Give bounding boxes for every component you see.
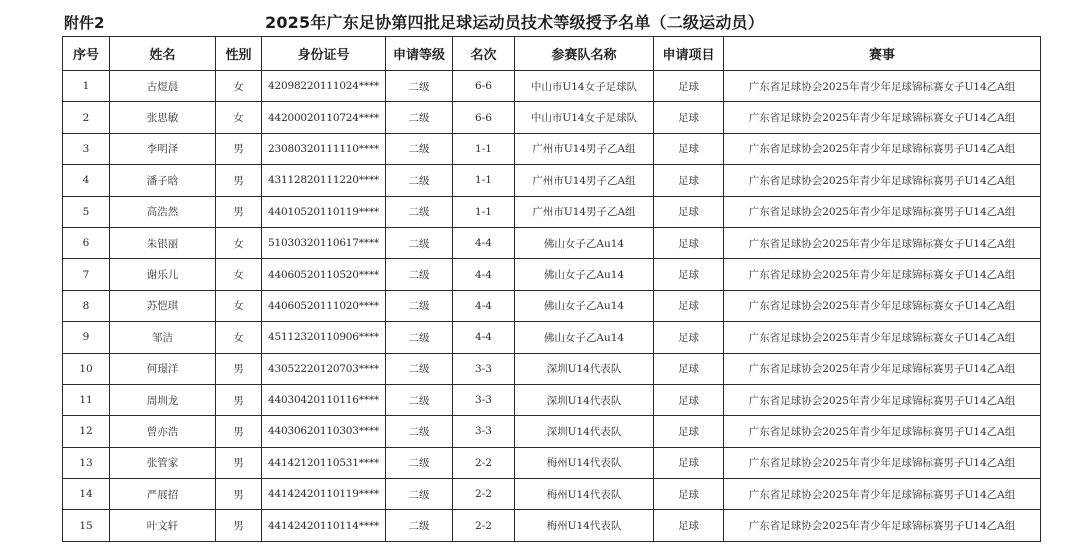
ranking-cell: 6-6 <box>453 102 515 133</box>
sport-cell: 足球 <box>654 510 724 541</box>
team-name-cell: 中山市U14女子足球队 <box>515 71 654 102</box>
table-header-row <box>63 37 1041 71</box>
ranking-cell: 1-1 <box>453 133 515 164</box>
gender-cell: 女 <box>216 227 262 258</box>
ranking-cell: 2-2 <box>453 447 515 478</box>
gender-cell: 男 <box>216 165 262 196</box>
level-cell: 二级 <box>386 479 453 510</box>
name-cell: 周圳龙 <box>110 384 216 415</box>
attachment-label: 附件2 <box>64 14 105 32</box>
id-number-cell: 44030420110116**** <box>262 384 386 415</box>
gender-cell: 女 <box>216 259 262 290</box>
serial-number-cell: 13 <box>63 447 110 478</box>
id-number-cell: 45112320110906**** <box>262 322 386 353</box>
level-cell: 二级 <box>386 447 453 478</box>
level-cell: 二级 <box>386 165 453 196</box>
gender-cell: 男 <box>216 384 262 415</box>
id-number-cell: 44030620110303**** <box>262 416 386 447</box>
serial-number-cell: 15 <box>63 510 110 541</box>
sport-cell: 足球 <box>654 479 724 510</box>
ranking-cell: 2-2 <box>453 510 515 541</box>
serial-number-cell: 2 <box>63 102 110 133</box>
level-cell: 二级 <box>386 416 453 447</box>
sport-cell: 足球 <box>654 416 724 447</box>
competition-cell: 广东省足球协会2025年青少年足球锦标赛男子U14乙A组 <box>724 353 1041 384</box>
sport-cell: 足球 <box>654 196 724 227</box>
name-cell: 朱银丽 <box>110 227 216 258</box>
id-number-cell: 51030320110617**** <box>262 227 386 258</box>
serial-number-cell: 9 <box>63 322 110 353</box>
level-cell: 二级 <box>386 353 453 384</box>
ranking-cell: 1-1 <box>453 165 515 196</box>
sport-cell: 足球 <box>654 165 724 196</box>
competition-cell: 广东省足球协会2025年青少年足球锦标赛男子U14乙A组 <box>724 196 1041 227</box>
level-cell: 二级 <box>386 227 453 258</box>
ranking-cell: 4-4 <box>453 290 515 321</box>
competition-cell: 广东省足球协会2025年青少年足球锦标赛男子U14乙A组 <box>724 447 1041 478</box>
name-cell: 邹洁 <box>110 322 216 353</box>
gender-cell: 男 <box>216 133 262 164</box>
table-row <box>63 479 1041 510</box>
competition-cell: 广东省足球协会2025年青少年足球锦标赛女子U14乙A组 <box>724 290 1041 321</box>
team-name-cell: 佛山女子乙Au14 <box>515 227 654 258</box>
sport-cell: 足球 <box>654 102 724 133</box>
competition-cell: 广东省足球协会2025年青少年足球锦标赛男子U14乙A组 <box>724 165 1041 196</box>
table-row <box>63 290 1041 321</box>
name-cell: 张管家 <box>110 447 216 478</box>
table-row <box>63 196 1041 227</box>
id-number-cell: 43052220120703**** <box>262 353 386 384</box>
table-row <box>63 384 1041 415</box>
header-id-number: 身份证号 <box>262 37 386 71</box>
id-number-cell: 44142120110531**** <box>262 447 386 478</box>
table-row <box>63 353 1041 384</box>
table-row <box>63 322 1041 353</box>
level-cell: 二级 <box>386 384 453 415</box>
header-ranking: 名次 <box>453 37 515 71</box>
serial-number-cell: 12 <box>63 416 110 447</box>
ranking-cell: 4-4 <box>453 259 515 290</box>
level-cell: 二级 <box>386 290 453 321</box>
header-team-name: 参赛队名称 <box>515 37 654 71</box>
name-cell: 何璟洋 <box>110 353 216 384</box>
sport-cell: 足球 <box>654 71 724 102</box>
team-name-cell: 梅州U14代表队 <box>515 510 654 541</box>
sport-cell: 足球 <box>654 353 724 384</box>
gender-cell: 男 <box>216 510 262 541</box>
competition-cell: 广东省足球协会2025年青少年足球锦标赛男子U14乙A组 <box>724 510 1041 541</box>
competition-cell: 广东省足球协会2025年青少年足球锦标赛女子U14乙A组 <box>724 102 1041 133</box>
sport-cell: 足球 <box>654 290 724 321</box>
name-cell: 曾亦浩 <box>110 416 216 447</box>
ranking-cell: 3-3 <box>453 384 515 415</box>
name-cell: 张思敏 <box>110 102 216 133</box>
competition-cell: 广东省足球协会2025年青少年足球锦标赛男子U14乙A组 <box>724 416 1041 447</box>
gender-cell: 女 <box>216 71 262 102</box>
name-cell: 叶文轩 <box>110 510 216 541</box>
id-number-cell: 42098220111024**** <box>262 71 386 102</box>
id-number-cell: 44010520110119**** <box>262 196 386 227</box>
competition-cell: 广东省足球协会2025年青少年足球锦标赛女子U14乙A组 <box>724 71 1041 102</box>
sport-cell: 足球 <box>654 227 724 258</box>
serial-number-cell: 5 <box>63 196 110 227</box>
sport-cell: 足球 <box>654 259 724 290</box>
ranking-cell: 4-4 <box>453 322 515 353</box>
name-cell: 谢乐儿 <box>110 259 216 290</box>
table-row <box>63 447 1041 478</box>
serial-number-cell: 3 <box>63 133 110 164</box>
ranking-cell: 3-3 <box>453 353 515 384</box>
table-body <box>63 71 1041 542</box>
athlete-roster-table <box>62 36 1041 542</box>
level-cell: 二级 <box>386 102 453 133</box>
serial-number-cell: 10 <box>63 353 110 384</box>
serial-number-cell: 1 <box>63 71 110 102</box>
team-name-cell: 梅州U14代表队 <box>515 447 654 478</box>
header-name: 姓名 <box>110 37 216 71</box>
team-name-cell: 深圳U14代表队 <box>515 416 654 447</box>
ranking-cell: 4-4 <box>453 227 515 258</box>
gender-cell: 女 <box>216 102 262 133</box>
sport-cell: 足球 <box>654 447 724 478</box>
serial-number-cell: 4 <box>63 165 110 196</box>
team-name-cell: 佛山女子乙Au14 <box>515 322 654 353</box>
team-name-cell: 梅州U14代表队 <box>515 479 654 510</box>
competition-cell: 广东省足球协会2025年青少年足球锦标赛女子U14乙A组 <box>724 227 1041 258</box>
competition-cell: 广东省足球协会2025年青少年足球锦标赛男子U14乙A组 <box>724 384 1041 415</box>
name-cell: 严展招 <box>110 479 216 510</box>
name-cell: 苏恺琪 <box>110 290 216 321</box>
serial-number-cell: 6 <box>63 227 110 258</box>
level-cell: 二级 <box>386 133 453 164</box>
gender-cell: 男 <box>216 479 262 510</box>
team-name-cell: 深圳U14代表队 <box>515 384 654 415</box>
header-sport: 申请项目 <box>654 37 724 71</box>
gender-cell: 男 <box>216 353 262 384</box>
level-cell: 二级 <box>386 510 453 541</box>
table-row <box>63 71 1041 102</box>
table-row <box>63 416 1041 447</box>
id-number-cell: 44200020110724**** <box>262 102 386 133</box>
document-header <box>0 8 1080 34</box>
competition-cell: 广东省足球协会2025年青少年足球锦标赛男子U14乙A组 <box>724 479 1041 510</box>
id-number-cell: 23080320111110**** <box>262 133 386 164</box>
sport-cell: 足球 <box>654 322 724 353</box>
team-name-cell: 佛山女子乙Au14 <box>515 259 654 290</box>
id-number-cell: 44142420110119**** <box>262 479 386 510</box>
ranking-cell: 6-6 <box>453 71 515 102</box>
id-number-cell: 44142420110114**** <box>262 510 386 541</box>
name-cell: 高浩然 <box>110 196 216 227</box>
team-name-cell: 中山市U14女子足球队 <box>515 102 654 133</box>
table-row <box>63 510 1041 541</box>
header-applied-level: 申请等级 <box>386 37 453 71</box>
ranking-cell: 1-1 <box>453 196 515 227</box>
gender-cell: 男 <box>216 416 262 447</box>
gender-cell: 女 <box>216 290 262 321</box>
header-competition: 赛事 <box>724 37 1041 71</box>
serial-number-cell: 14 <box>63 479 110 510</box>
serial-number-cell: 8 <box>63 290 110 321</box>
name-cell: 李明泽 <box>110 133 216 164</box>
id-number-cell: 44060520111020**** <box>262 290 386 321</box>
table-row <box>63 259 1041 290</box>
table-row <box>63 227 1041 258</box>
competition-cell: 广东省足球协会2025年青少年足球锦标赛女子U14乙A组 <box>724 259 1041 290</box>
sport-cell: 足球 <box>654 384 724 415</box>
team-name-cell: 广州市U14男子乙A组 <box>515 133 654 164</box>
header-gender: 性别 <box>216 37 262 71</box>
ranking-cell: 2-2 <box>453 479 515 510</box>
level-cell: 二级 <box>386 196 453 227</box>
table-row <box>63 102 1041 133</box>
level-cell: 二级 <box>386 259 453 290</box>
serial-number-cell: 11 <box>63 384 110 415</box>
level-cell: 二级 <box>386 322 453 353</box>
gender-cell: 女 <box>216 322 262 353</box>
table-row <box>63 165 1041 196</box>
gender-cell: 男 <box>216 447 262 478</box>
header-serial-number: 序号 <box>63 37 110 71</box>
team-name-cell: 广州市U14男子乙A组 <box>515 165 654 196</box>
team-name-cell: 深圳U14代表队 <box>515 353 654 384</box>
level-cell: 二级 <box>386 71 453 102</box>
document-title: 2025年广东足协第四批足球运动员技术等级授予名单（二级运动员） <box>265 13 764 32</box>
team-name-cell: 广州市U14男子乙A组 <box>515 196 654 227</box>
serial-number-cell: 7 <box>63 259 110 290</box>
sport-cell: 足球 <box>654 133 724 164</box>
competition-cell: 广东省足球协会2025年青少年足球锦标赛女子U14乙A组 <box>724 322 1041 353</box>
table-row <box>63 133 1041 164</box>
competition-cell: 广东省足球协会2025年青少年足球锦标赛男子U14乙A组 <box>724 133 1041 164</box>
id-number-cell: 43112820111220**** <box>262 165 386 196</box>
gender-cell: 男 <box>216 196 262 227</box>
ranking-cell: 3-3 <box>453 416 515 447</box>
name-cell: 古煜晨 <box>110 71 216 102</box>
name-cell: 潘子晗 <box>110 165 216 196</box>
id-number-cell: 44060520110520**** <box>262 259 386 290</box>
team-name-cell: 佛山女子乙Au14 <box>515 290 654 321</box>
